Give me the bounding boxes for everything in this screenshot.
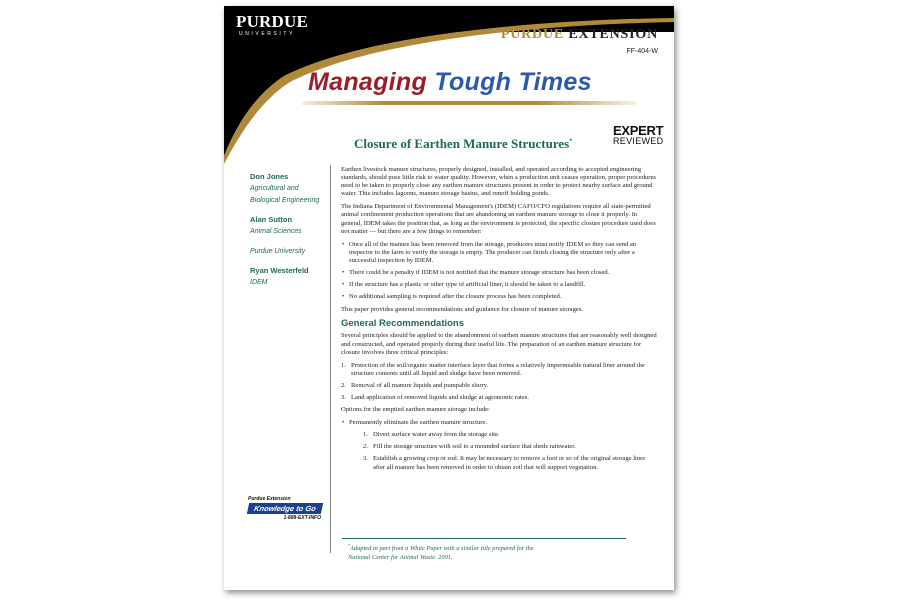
ext-part2: EXTENSION xyxy=(568,27,658,42)
purdue-extension-title xyxy=(501,27,658,43)
list-item: • Permanently eliminate the earthen manure structure. xyxy=(349,419,657,427)
list-item: • There could be a penalty if IDEM is not notified that the manure storage structure has been closed. xyxy=(349,269,657,277)
expert-reviewed-badge xyxy=(613,123,664,147)
list-number: 1. xyxy=(363,431,368,439)
list-text: Land application of removed liquids and sludge at agronomic rates. xyxy=(351,393,529,401)
list-item xyxy=(363,443,657,451)
author-name: Alan Sutton xyxy=(250,215,293,224)
affiliation-line: Animal Sciences xyxy=(250,228,302,235)
banner-word1: Managing xyxy=(308,68,428,96)
title-mark: * xyxy=(569,138,573,145)
purdue-logo-sub: UNIVERSITY xyxy=(239,31,296,37)
list-item xyxy=(363,431,657,439)
badge-line1: EXPERT xyxy=(613,123,664,138)
list-item xyxy=(341,393,657,402)
footnote-line: National Center for Animal Waste. 2001. xyxy=(348,553,453,561)
document-page xyxy=(224,6,674,590)
footnote-text: Adapted in part from a White Paper with a similar title prepared for the xyxy=(350,545,534,553)
paragraph: Options for the emptied earthen manure storage include: xyxy=(341,406,490,414)
author-name: Ryan Westerfeld xyxy=(250,266,309,275)
list-text: Establish a growing crop or sod. It may be necessary to remove a foot or so of the original storage liner after all manure has been removed in order to obtain soil that will support vegetation. xyxy=(373,455,646,471)
list-number: 2. xyxy=(341,381,346,389)
list-item xyxy=(341,361,657,378)
ktg-line3: 1-888-EXT-INFO xyxy=(283,515,321,521)
bullet-list xyxy=(341,241,657,302)
affiliation-line: Agricultural and xyxy=(250,185,299,192)
list-text: Protection of the soil/organic matter interface layer that forms a relatively impermeable natural liner around the structure contents until all liquid and sludge have been removed. xyxy=(351,361,645,377)
bullet-list xyxy=(341,419,657,427)
list-text: Divert surface water away from the storage site. xyxy=(373,431,500,439)
list-number: 3. xyxy=(363,455,368,463)
publication-code: FF-404-W xyxy=(626,48,658,55)
list-item: • No additional sampling is required after the closure process has been completed. xyxy=(349,293,657,301)
section-heading: General Recommendations xyxy=(341,318,465,330)
list-item: • If the structure has a plastic or other type of artificial liner, it should be taken to a landfill. xyxy=(349,281,657,289)
author-affiliation xyxy=(250,277,328,289)
ext-part1: PURDUE xyxy=(500,27,565,42)
banner-underline xyxy=(302,101,636,105)
affiliation-line: Biological Engineering xyxy=(250,197,320,204)
badge-line2: REVIEWED xyxy=(613,136,664,146)
paragraph: Earthen livestock manure structures, properly designed, installed, and operated according to accepted engineering standards, should pose little risk to water quality. However, when a production unit ceases operation, proper procedures need to be taken to properly close any earthen manure structures present in order to protect nearby surface and ground water. This includes lagoons, manure storage basins, and runoff holding ponds. xyxy=(341,166,656,198)
paragraph: Several principles should be applied to the abandonment of earthen manure structures that are reasonably well designed and constructed, and operated properly during their useful life. The preparation of an earthen manure structure for closure involves three critical principles: xyxy=(341,332,657,356)
purdue-logo: PURDUE xyxy=(236,12,309,31)
numbered-list xyxy=(341,362,657,402)
banner-word2: Tough Times xyxy=(434,68,592,96)
ktg-line1: Purdue Extension xyxy=(248,496,291,502)
paragraph: The Indiana Department of Environmental Management's (IDEM) CAFO/CFO regulations require all state-permitted animal confinement production operations that are abandoning an earthen manure storage to close it properly. In general, IDEM takes the position that, as long as the environment is protected, the specific closure procedure used does not matter — but there are a few things to remember: xyxy=(341,203,656,235)
footnote-mark: * xyxy=(348,543,350,548)
list-text: Fill the storage structure with soil to a mounded surface that sheds rainwater. xyxy=(373,443,576,451)
footnote-line xyxy=(348,542,638,554)
list-item xyxy=(341,381,657,390)
column-divider xyxy=(330,165,331,553)
paragraph: This paper provides general recommendations and guidance for closure of manure storages. xyxy=(341,306,584,314)
series-banner xyxy=(308,68,592,97)
author-affiliation xyxy=(250,183,328,207)
list-text: Removal of all manure liquids and pumpable slurry. xyxy=(351,381,489,389)
footnote-rule xyxy=(342,538,626,539)
ktg-line2: Knowledge to Go xyxy=(247,503,323,514)
numbered-sublist xyxy=(341,431,657,471)
list-item xyxy=(363,455,657,471)
author-name: Don Jones xyxy=(250,172,289,181)
author-affiliation xyxy=(250,226,328,258)
body-text xyxy=(341,166,657,476)
document-title xyxy=(354,136,572,152)
footnote xyxy=(348,542,638,562)
list-number: 1. xyxy=(341,361,346,369)
authors-column xyxy=(250,172,328,289)
title-text: Closure of Earthen Manure Structures xyxy=(354,136,570,151)
list-item: • Once all of the manure has been removed from the storage, producers must notify IDEM so they can send an inspector to the farm to verify the storage is empty. The producer can finish closing the structure only after a successful inspection by IDEM. xyxy=(349,241,657,265)
affiliation-line: Purdue University xyxy=(250,248,306,255)
list-number: 2. xyxy=(363,443,368,451)
affiliation-spacer xyxy=(250,238,328,246)
affiliation-line: IDEM xyxy=(250,279,268,286)
list-number: 3. xyxy=(341,393,346,401)
knowledge-to-go-logo xyxy=(248,496,328,521)
